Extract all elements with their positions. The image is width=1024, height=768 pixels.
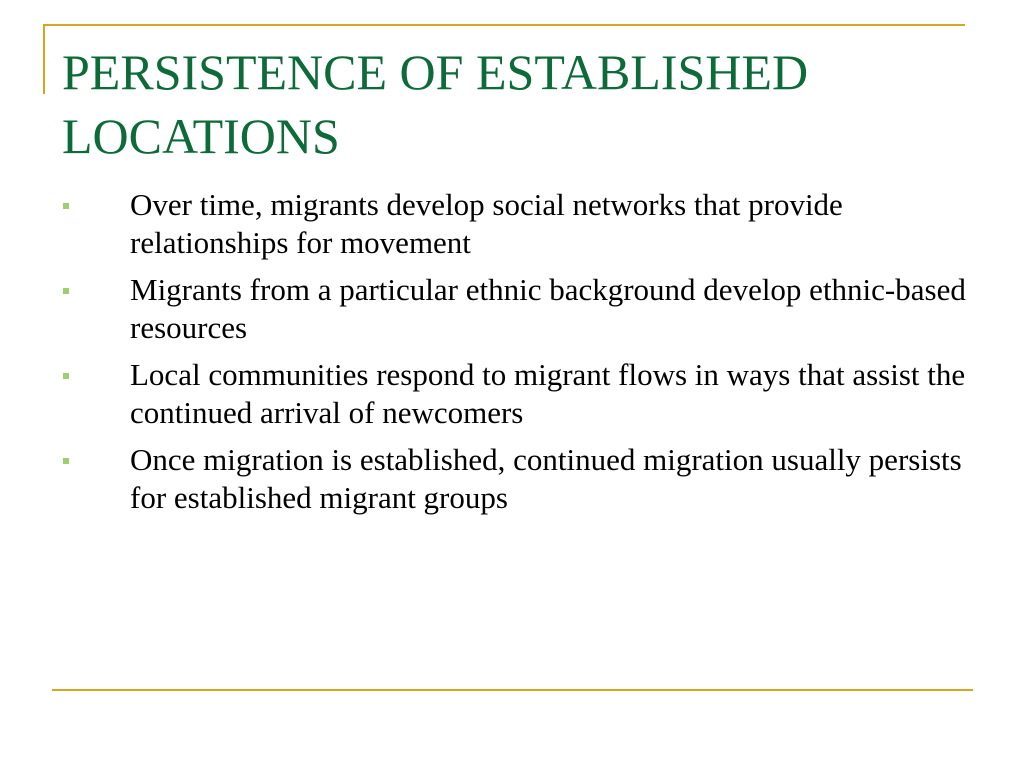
slide-title: PERSISTENCE OF ESTABLISHED LOCATIONS [62,44,809,164]
frame-bottom-rule [52,689,973,691]
bullet-item [62,356,982,432]
frame-left-rule [43,24,45,94]
bullet-item [62,441,982,517]
square-bullet-icon [63,288,69,294]
bullet-text: Local communities respond to migrant flows in ways that assist the continued arrival of newcomers [130,357,966,430]
square-bullet-icon [63,458,69,464]
bullet-list [62,186,982,526]
bullet-text: Migrants from a particular ethnic background develop ethnic-based resources [130,272,966,345]
bullet-text: Over time, migrants develop social networks that provide relationships for movement [130,187,843,260]
square-bullet-icon [63,373,69,379]
frame-top-rule [43,24,965,26]
bullet-text: Once migration is established, continued migration usually persists for established migrant groups [130,442,962,515]
bullet-item [62,186,982,262]
bullet-item [62,271,982,347]
square-bullet-icon [63,203,69,209]
